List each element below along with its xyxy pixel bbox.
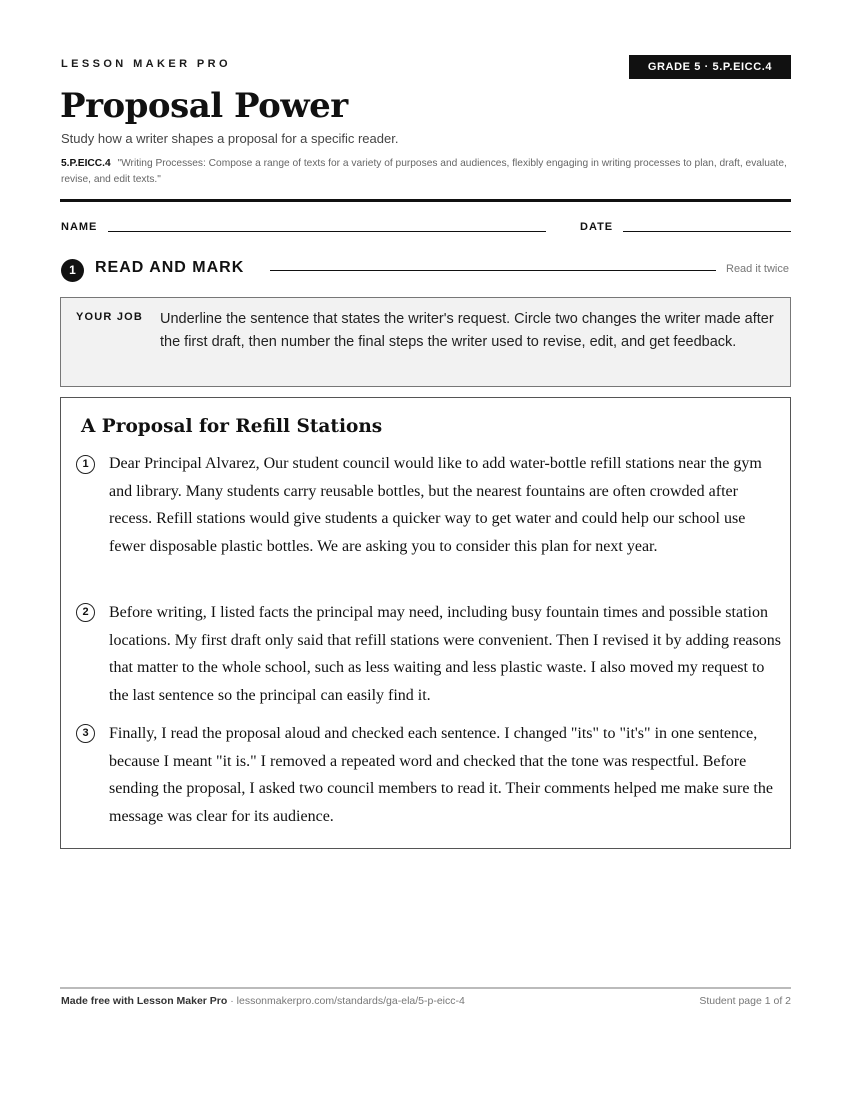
brand-name: LESSON MAKER PRO bbox=[61, 58, 231, 70]
instructions-box bbox=[60, 297, 791, 387]
page-title: Proposal Power bbox=[60, 86, 348, 126]
section-note: Read it twice bbox=[726, 263, 789, 275]
paragraph-number-2: 2 bbox=[76, 603, 95, 622]
reading-passage bbox=[60, 397, 791, 849]
paragraph-number-3: 3 bbox=[76, 724, 95, 743]
instructions-label: YOUR JOB bbox=[76, 311, 144, 323]
footer-divider bbox=[60, 987, 791, 989]
standard-description bbox=[61, 156, 791, 188]
footer-url[interactable]: lessonmakerpro.com/standards/ga-ela/5-p-eicc-4 bbox=[236, 995, 465, 1007]
paragraph-3: Finally, I read the proposal aloud and checked each sentence. I changed "its" to "it's" in one sentence, because I meant "it is." I removed a repeated word and checked that the tone was respectful. Before sending the proposal, I asked two council members to read it. Their comments helped me make sure the message was clear for its audience. bbox=[109, 725, 773, 826]
footer-credit bbox=[61, 995, 465, 1007]
name-label: NAME bbox=[61, 221, 98, 233]
date-field[interactable] bbox=[623, 231, 791, 232]
header-divider bbox=[60, 199, 791, 202]
paragraph-2: Before writing, I listed facts the principal may need, including busy fountain times and possible station locations. My first draft only said that refill stations were convenient. Then I revised it by adding reasons that matter to the whole school, such as less waiting and less plastic waste. I also moved my request to the last sentence so the principal can easily find it. bbox=[109, 604, 781, 705]
footer-made-with: Made free with Lesson Maker Pro bbox=[61, 995, 228, 1007]
paragraph-1: Dear Principal Alvarez, Our student council would like to add water-bottle refill stations near the gym and library. Many students carry reusable bottles, but the nearest fountains are often crowded after recess. Refill stations would give students a quicker way to get water and could help our school use fewer disposable plastic bottles. We are asking you to consider this plan for next year. bbox=[109, 455, 762, 556]
name-field[interactable] bbox=[108, 231, 546, 232]
date-label: DATE bbox=[580, 221, 614, 233]
instructions-text: Underline the sentence that states the writer's request. Circle two changes the writer made after the first draft, then number the final steps the writer used to revise, edit, and get feedback. bbox=[160, 311, 774, 350]
section-title: READ AND MARK bbox=[95, 259, 245, 276]
footer-separator: · bbox=[227, 995, 237, 1007]
page-subtitle: Study how a writer shapes a proposal for a specific reader. bbox=[61, 131, 399, 146]
standard-code: 5.P.EICC.4 bbox=[61, 158, 111, 169]
section-divider bbox=[270, 270, 716, 271]
section-number-badge: 1 bbox=[61, 259, 84, 282]
grade-badge: GRADE 5 · 5.P.EICC.4 bbox=[629, 55, 791, 79]
footer-page-number: Student page 1 of 2 bbox=[699, 995, 791, 1007]
standard-text: "Writing Processes: Compose a range of texts for a variety of purposes and audiences, flexibly engaging in writing processes to plan, draft, evaluate, revise, and edit texts." bbox=[61, 158, 787, 185]
passage-title: A Proposal for Refill Stations bbox=[81, 416, 383, 437]
paragraph-number-1: 1 bbox=[76, 455, 95, 474]
